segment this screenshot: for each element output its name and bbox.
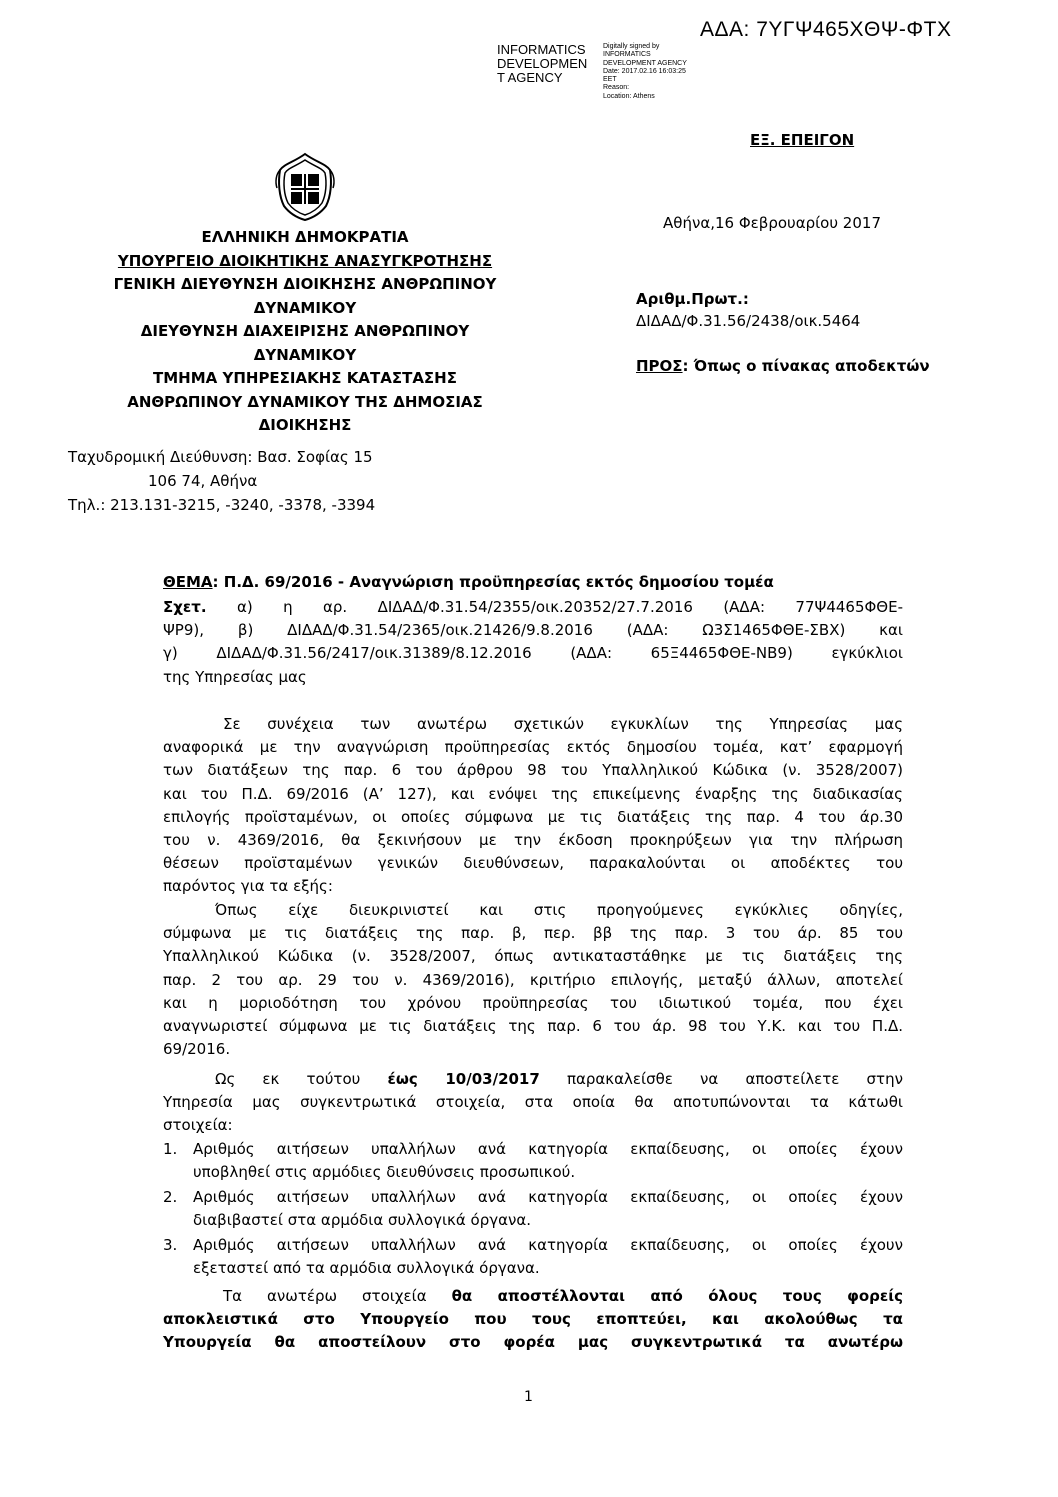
signature-detail-line: Date: 2017.02.16 16:03:25 <box>603 67 686 75</box>
signature-detail-line: EET <box>603 76 617 84</box>
paragraph-line: Υπουργεία θα αποστείλουν στο φορέα μας συγκεντρωτικά τα ανωτέρω <box>163 1333 903 1352</box>
paragraph-line: θέσεων προϊσταμένων γενικών διευθύνσεων, παρακαλούνται οι αποδέκτες του <box>163 854 903 873</box>
signature-details <box>603 43 687 101</box>
paragraph-line: Σε συνέχεια των ανωτέρω σχετικών εγκυκλίων της Υπηρεσίας μας <box>223 715 903 733</box>
paragraph-line: επιλογής προϊσταμένων, οι οποίες σύμφωνα με τις διατάξεις της παρ. 4 του άρ.30 <box>163 807 903 826</box>
paragraph-line: αναγνωριστεί σύμφωνα με τις διατάξεις της παρ. 6 του άρ. 98 του Υ.Κ. και του Π.Δ. <box>163 1017 903 1036</box>
paragraph-line: και του Π.Δ. 69/2016 (Α’ 127), και ενόψει της επικείμενης έναρξης της διαδικασίας <box>163 784 903 803</box>
signature-org-line: INFORMATICS <box>497 42 586 57</box>
paragraph-text: Ως εκ τούτου <box>215 1070 388 1088</box>
department-line: ΔΙΟΙΚΗΣΗΣ <box>258 416 352 434</box>
deadline-date: έως 10/03/2017 <box>387 1070 540 1088</box>
directorate-line: ΔΥΝΑΜΙΚΟΥ <box>253 345 357 364</box>
phone-numbers: Τηλ.: 213.131-3215, -3240, -3378, -3394 <box>68 496 376 514</box>
list-item-line: υποβληθεί στις αρμόδιες διευθύνσεις προσωπικού. <box>193 1163 576 1182</box>
paragraph-line: του ν. 4369/2016, θα ξεκινήσουν με την έκδοση προκηρύξεων για την πλήρωση <box>163 831 903 850</box>
list-item-line: Αριθμός αιτήσεων υπαλλήλων ανά κατηγορία εκπαίδευσης, οι οποίες έχουν <box>193 1236 903 1254</box>
recipients <box>636 357 930 375</box>
signature-detail-line: INFORMATICS <box>603 51 651 59</box>
reference-line: ΨΡ9), β) ΔΙΔΑΔ/Φ.31.54/2365/οικ.21426/9.8.2016 (ΑΔΑ: Ω3Σ1465ΦΘΕ-ΣΒΧ) και <box>163 621 903 640</box>
list-item-text <box>193 1234 903 1280</box>
paragraph-text: Τα ανωτέρω στοιχεία <box>223 1287 452 1305</box>
recipients-value: : Όπως ο πίνακας αποδεκτών <box>682 357 930 375</box>
reference-line <box>163 596 903 619</box>
paragraph-line: σύμφωνα με τις διατάξεις της παρ. β, περ. ββ της παρ. 3 του άρ. 85 του <box>163 924 903 943</box>
list-item-line: Αριθμός αιτήσεων υπαλλήλων ανά κατηγορία εκπαίδευσης, οι οποίες έχουν <box>193 1140 903 1158</box>
signature-detail-line: DEVELOPMENT AGENCY <box>603 59 687 67</box>
list-item-number: 3. <box>163 1236 178 1254</box>
signature-org-line: T AGENCY <box>497 70 563 85</box>
paragraph-line: αναφορικά με την αναγνώριση προϋπηρεσίας εκτός δημοσίου τομέα, κατ’ εφαρμογή <box>163 738 903 757</box>
paragraph-line: των διατάξεων της παρ. 6 του άρθρου 98 του Υπαλληλικού Κώδικα (ν. 3528/2007) <box>163 761 903 780</box>
postal-code-city: 106 74, Αθήνα <box>148 472 258 490</box>
paragraph-line: παρ. 2 του αρ. 29 του ν. 4369/2016), κριτήριο επιλογής, μεταξύ άλλων, αποτελεί <box>163 970 903 989</box>
reference-line: γ) ΔΙΔΑΔ/Φ.31.56/2417/οικ.31389/8.12.2016 (ΑΔΑ: 65Ξ4465ΦΘΕ-ΝΒ9) εγκύκλιοι <box>163 644 903 663</box>
paragraph-line: παρόντος για τα εξής: <box>163 877 333 896</box>
list-item-number: 2. <box>163 1188 178 1206</box>
postal-address: Ταχυδρομική Διεύθυνση: Βασ. Σοφίας 15 <box>68 448 373 466</box>
department-line: ΑΝΘΡΩΠΙΝΟΥ ΔΥΝΑΜΙΚΟΥ ΤΗΣ ΔΗΜΟΣΙΑΣ <box>127 392 483 411</box>
signature-organization <box>497 43 587 85</box>
list-item-number: 1. <box>163 1140 178 1158</box>
list-item-line: εξεταστεί από τα αρμόδια συλλογικά όργανα. <box>193 1259 540 1278</box>
signature-detail-line: Digitally signed by <box>603 43 660 50</box>
paragraph-line: και η μοριοδότηση του χρόνου προϋπηρεσίας του ιδιωτικού τομέα, που έχει <box>163 993 903 1012</box>
reference-line: της Υπηρεσίας μας <box>163 667 307 686</box>
subject-text: : Π.Δ. 69/2016 - Αναγνώριση προϋπηρεσίας εκτός δημοσίου τομέα <box>212 573 774 591</box>
general-directorate-line: ΔΥΝΑΜΙΚΟΥ <box>253 298 357 317</box>
urgency-label: ΕΞ. ΕΠΕΙΓΟΝ <box>750 131 855 149</box>
list-item-line: Αριθμός αιτήσεων υπαλλήλων ανά κατηγορία εκπαίδευσης, οι οποίες έχουν <box>193 1188 903 1206</box>
paragraph-line: Υπηρεσία μας συγκεντρωτικά στοιχεία, στα οποία θα αποτυπώνονται τα κάτωθι <box>163 1093 903 1112</box>
directorate-line: ΔΙΕΥΘΥΝΣΗ ΔΙΑΧΕΙΡΙΣΗΣ ΑΝΘΡΩΠΙΝΟΥ <box>140 322 470 340</box>
general-directorate-line: ΓΕΝΙΚΗ ΔΙΕΥΘΥΝΣΗ ΔΙΟΙΚΗΣΗΣ ΑΝΘΡΩΠΙΝΟΥ <box>113 275 497 293</box>
reference-block <box>163 596 903 689</box>
paragraph-line: 69/2016. <box>163 1040 231 1059</box>
signature-org-line: DEVELOPMEN <box>497 56 588 71</box>
signature-detail-line: Location: Athens <box>603 92 655 100</box>
greek-emblem-icon <box>274 152 336 222</box>
paragraph-bold-text: θα αποστέλλονται από όλους τους φορείς <box>451 1287 903 1305</box>
paragraph-line <box>163 1285 903 1308</box>
ministry-name: ΥΠΟΥΡΓΕΙΟ ΔΙΟΙΚΗΤΙΚΗΣ ΑΝΑΣΥΓΚΡΟΤΗΣΗΣ <box>117 251 493 270</box>
header-authority <box>62 226 548 438</box>
department-line: ΤΜΗΜΑ ΥΠΗΡΕΣΙΑΚΗΣ ΚΑΤΑΣΤΑΣΗΣ <box>153 369 457 387</box>
paragraph-2 <box>163 899 903 1061</box>
subject-line <box>163 573 774 591</box>
page-number: 1 <box>524 1389 533 1405</box>
paragraph-line: αποκλειστικά στο Υπουργείο που τους εποπτεύει, και ακολούθως τα <box>163 1310 903 1329</box>
document-date: Αθήνα,16 Φεβρουαρίου 2017 <box>663 214 881 232</box>
list-item-text <box>193 1138 903 1184</box>
protocol-label: Αριθμ.Πρωτ.: <box>636 290 749 308</box>
paragraph-3 <box>163 1068 903 1138</box>
republic-name: ΕΛΛΗΝΙΚΗ ΔΗΜΟΚΡΑΤΙΑ <box>201 228 409 246</box>
paragraph-4 <box>163 1285 903 1355</box>
paragraph-text: παρακαλείσθε να αποστείλετε στην <box>539 1070 903 1088</box>
ada-code: ΑΔΑ: 7ΥΓΨ465ΧΘΨ-ΦΤΧ <box>700 18 952 41</box>
paragraph-1 <box>163 713 903 899</box>
list-item-line: διαβιβαστεί στα αρμόδια συλλογικά όργανα. <box>193 1211 532 1230</box>
reference-text: α) η αρ. ΔΙΔΑΔ/Φ.31.54/2355/οικ.20352/27.7.2016 (ΑΔΑ: 77Ψ4465ΦΘΕ- <box>206 598 903 616</box>
protocol-number: ΔΙΔΑΔ/Φ.31.56/2438/οικ.5464 <box>636 312 861 330</box>
signature-detail-line: Reason: <box>603 84 630 92</box>
reference-label: Σχετ. <box>163 598 207 616</box>
paragraph-line <box>163 1068 903 1091</box>
recipients-label: ΠΡΟΣ <box>636 357 683 375</box>
paragraph-line: Υπαλληλικού Κώδικα (ν. 3528/2007, όπως αντικαταστάθηκε με τις διατάξεις της <box>163 947 903 966</box>
paragraph-line: Όπως είχε διευκρινιστεί και στις προηγούμενες εγκύκλιες οδηγίες, <box>215 901 903 919</box>
subject-label: ΘΕΜΑ <box>163 573 213 591</box>
list-item-text <box>193 1186 903 1232</box>
paragraph-line: στοιχεία: <box>163 1116 233 1135</box>
